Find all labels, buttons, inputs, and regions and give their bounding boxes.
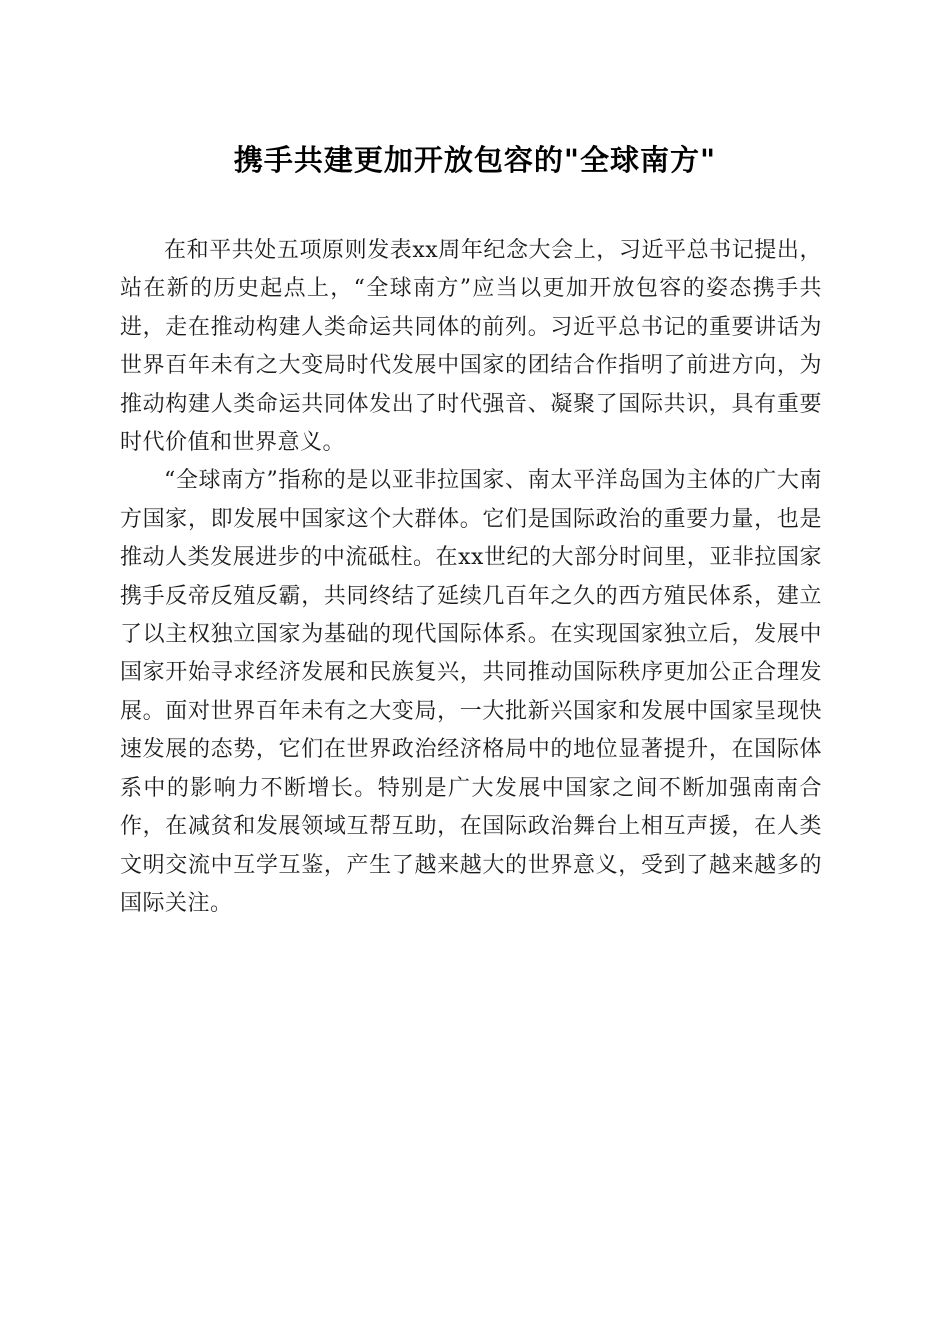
- document-body: [120, 232, 822, 923]
- paragraph-1: 在和平共处五项原则发表xx周年纪念大会上，习近平总书记提出，站在新的历史起点上，“全球南方”应当以更加开放包容的姿态携手共进，走在推动构建人类命运共同体的前列。习近平总书记的重要讲话为世界百年未有之大变局时代发展中国家的团结合作指明了前进方向，为推动构建人类命运共同体发出了时代强音、凝聚了国际共识，具有重要时代价值和世界意义。: [120, 238, 822, 456]
- paragraph-2: “全球南方”指称的是以亚非拉国家、南太平洋岛国为主体的广大南方国家，即发展中国家这个大群体。它们是国际政治的重要力量，也是推动人类发展进步的中流砥柱。在xx世纪的大部分时间里，亚非拉国家携手反帝反殖反霸，共同终结了延续几百年之久的西方殖民体系，建立了以主权独立国家为基础的现代国际体系。在实现国家独立后，发展中国家开始寻求经济发展和民族复兴，共同推动国际秩序更加公正合理发展。面对世界百年未有之大变局，一大批新兴国家和发展中国家呈现快速发展的态势，它们在世界政治经济格局中的地位显著提升，在国际体系中的影响力不断增长。特别是广大发展中国家之间不断加强南南合作，在减贫和发展领域互帮互助，在国际政治舞台上相互声援，在人类文明交流中互学互鉴，产生了越来越大的世界意义，受到了越来越多的国际关注。: [120, 468, 822, 916]
- document-title: 携手共建更加开放包容的"全球南方": [233, 143, 717, 177]
